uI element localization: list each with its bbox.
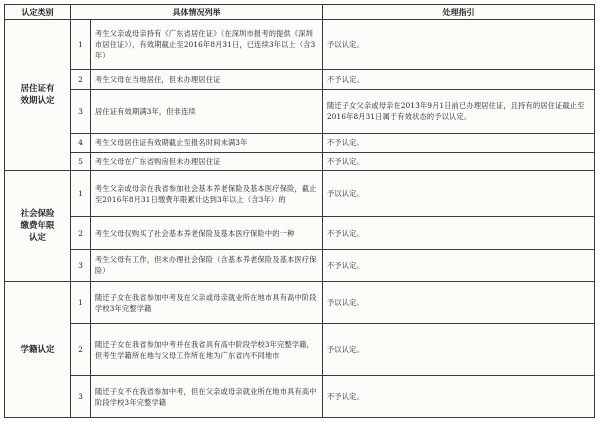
handling-cell: 予以认定。 [323,282,595,324]
table-header-row [5,5,595,20]
situation-cell: 随迁子女在我省参加中考及在父亲或母亲就业所在地市具有高中阶段学校3年完整学籍 [91,282,323,324]
row-number: 2 [71,70,91,90]
row-number: 3 [71,89,91,133]
category-school-enrollment: 学籍认定 [5,282,71,418]
row-number: 5 [71,152,91,171]
table-row [5,133,595,152]
table-row [5,20,595,70]
situation-cell: 考生父母在当地居住，但未办理居住证 [91,70,323,90]
row-number: 1 [71,282,91,324]
header-category: 认定类别 [5,5,71,20]
row-number: 4 [71,133,91,152]
situation-cell: 考生父亲或母亲在我省参加社会基本养老保险及基本医疗保险，截止至2016年8月31日缴费年限累计达到3年以上（含3年）的 [91,171,323,217]
row-number: 3 [71,376,91,418]
table-row [5,217,595,249]
handling-cell: 不予认定。 [323,376,595,418]
situation-cell: 考生父母居住证有效期截止至报名时间未满3年 [91,133,323,152]
policy-table [4,4,595,418]
category-residence-permit: 居住证有 效期认定 [5,20,71,171]
table-row [5,89,595,133]
situation-cell: 考生父母有工作，但未办理社会保险（含基本养老保险及基本医疗保险） [91,249,323,281]
handling-cell: 随迁子女父亲或母亲在2013年9月1日前已办理居住证，且持有的居住证截止至2016年8月31日属于有效状态的予以认定。 [323,89,595,133]
situation-cell: 随迁子女不在我省参加中考，但在父亲或母亲就业所在地市具有高中阶段学校3年完整学籍 [91,376,323,418]
handling-cell: 不予认定。 [323,70,595,90]
situation-cell: 居住证有效期满3年，但非连续 [91,89,323,133]
handling-cell: 予以认定。 [323,323,595,375]
row-number: 2 [71,217,91,249]
table-row [5,152,595,171]
handling-cell: 不予认定。 [323,249,595,281]
table-row [5,323,595,375]
handling-cell: 不予认定。 [323,217,595,249]
table-row [5,282,595,324]
situation-cell: 考生父亲或母亲持有《广东省居住证》（在深圳市报考的提供《深圳市居住证》），有效期截止至2016年8月31日，已连续3年以上（含3年） [91,20,323,70]
handling-cell: 予以认定。 [323,20,595,70]
situation-cell: 随迁子女在我省参加中考并在我省具有高中阶段学校3年完整学籍，但考生学籍所在地与父母工作所在地为广东省内不同地市 [91,323,323,375]
table-row [5,70,595,90]
category-social-insurance: 社会保险 缴费年限 认定 [5,171,71,282]
situation-cell: 考生父母仅购买了社会基本养老保险及基本医疗保险中的一种 [91,217,323,249]
header-handling: 处理指引 [323,5,595,20]
handling-cell: 不予认定。 [323,133,595,152]
table-row [5,376,595,418]
table-row [5,171,595,217]
row-number: 2 [71,323,91,375]
handling-cell: 不予认定。 [323,152,595,171]
header-situation: 具体情况列举 [71,5,323,20]
table-row [5,249,595,281]
row-number: 1 [71,20,91,70]
policy-table-sheet [4,4,594,418]
row-number: 1 [71,171,91,217]
row-number: 3 [71,249,91,281]
situation-cell: 考生父母在广东省购房但未办理居住证 [91,152,323,171]
handling-cell: 予以认定。 [323,171,595,217]
